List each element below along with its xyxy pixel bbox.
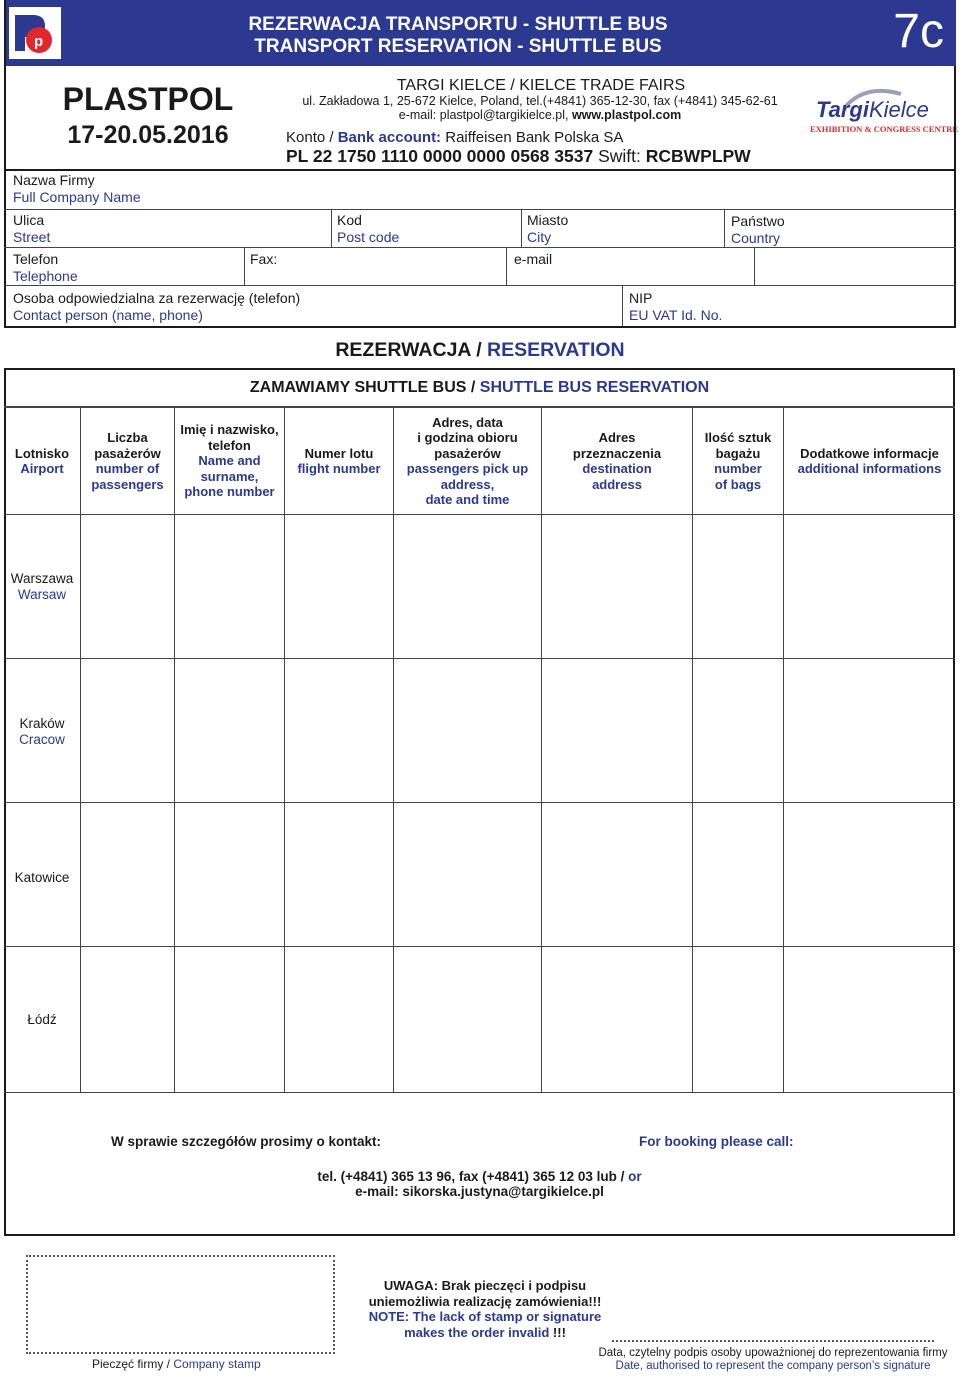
details-contact-label: W sprawie szczegółów prosimy o kontakt: bbox=[111, 1134, 382, 1149]
country-label-pl: Państwo bbox=[731, 213, 785, 229]
note-pl-line1: UWAGA: Brak pieczęci i podpisu bbox=[383, 1278, 587, 1293]
company-name-label-en: Full Company Name bbox=[13, 189, 141, 205]
street-label-pl: Ulica bbox=[13, 212, 45, 228]
or-label: or bbox=[628, 1169, 642, 1184]
col-pickup-header: Adres, data i godzina obioru pasażerów passengers pick up address, date and time bbox=[406, 414, 529, 507]
note-en-line1: NOTE: The lack of stamp or signature bbox=[368, 1309, 602, 1324]
nip-label: NIP bbox=[629, 290, 653, 306]
row-airport-lodz: Łódź bbox=[27, 1012, 57, 1027]
city-label-en: City bbox=[527, 229, 552, 245]
street-field[interactable] bbox=[331, 209, 332, 247]
street-label-en: Street bbox=[13, 229, 51, 245]
city-label-pl: Miasto bbox=[527, 212, 569, 228]
title-en: TRANSPORT RESERVATION - SHUTTLE BUS bbox=[254, 36, 662, 57]
fax-label: Fax: bbox=[250, 251, 278, 267]
swift-label: Swift: bbox=[593, 146, 646, 166]
row-airport-warsaw-pl: Warszawa bbox=[10, 571, 74, 586]
bank-name: Raiffeisen Bank Polska SA bbox=[441, 129, 624, 146]
svg-text:p: p bbox=[34, 33, 44, 50]
phone-field[interactable] bbox=[244, 247, 245, 285]
contact-label-en: Contact person (name, phone) bbox=[13, 307, 203, 323]
city-field[interactable] bbox=[724, 209, 725, 247]
row-airport-warsaw-en: Warsaw bbox=[17, 587, 67, 602]
stamp-label-en: Company stamp bbox=[173, 1357, 261, 1371]
email-label: e-mail bbox=[514, 251, 553, 267]
postcode-field[interactable] bbox=[521, 209, 522, 247]
row-airport-cracow-pl: Kraków bbox=[19, 716, 65, 731]
postcode-label-pl: Kod bbox=[337, 212, 362, 228]
col-airport-header: Lotnisko Airport bbox=[14, 445, 70, 476]
organizer-address: ul. Zakładowa 1, 25-672 Kielce, Poland, tel.(+4841) 365-12-30, fax (+4841) 345-62-61 bbox=[302, 94, 778, 108]
phone-label-pl: Telefon bbox=[13, 251, 59, 267]
title-pl: REZERWACJA TRANSPORTU - SHUTTLE BUS bbox=[248, 14, 668, 35]
organizer-website[interactable]: www.plastpol.com bbox=[571, 108, 682, 122]
contact-label-pl: Osoba odpowiedzialna za rezerwację (telefon) bbox=[13, 290, 301, 306]
targi-kielce-logo: TargiKielce EXHIBITION & CONGRESS CENTRE bbox=[806, 80, 952, 140]
event-name: PLASTPOL bbox=[62, 81, 234, 117]
swift-code: RCBWPLPW bbox=[645, 146, 751, 166]
reservation-heading-pl: REZERWACJA / bbox=[335, 339, 488, 361]
signature-line[interactable] bbox=[612, 1340, 934, 1342]
plastpol-logo bbox=[8, 6, 62, 60]
stamp-label-pl: Pieczęć firmy / bbox=[92, 1357, 174, 1371]
table-row[interactable] bbox=[4, 1012, 80, 1028]
signature-label-en: Date, authorised to represent the company person’s signature bbox=[615, 1360, 931, 1372]
form-code: 7c bbox=[893, 5, 944, 58]
col-passengers-header: Liczba pasażerów number of passengers bbox=[91, 430, 164, 492]
note-pl-line2: uniemożliwia realizację zamówienia!!! bbox=[368, 1293, 602, 1309]
vat-id-label: EU VAT Id. No. bbox=[629, 307, 723, 323]
booking-label: For booking please call: bbox=[639, 1134, 794, 1149]
company-name-field[interactable] bbox=[4, 209, 956, 210]
table-title-pl: ZAMAWIAMY SHUTTLE BUS / bbox=[249, 379, 480, 396]
postcode-label-en: Post code bbox=[337, 229, 400, 245]
table-row[interactable] bbox=[4, 571, 80, 603]
col-bags-header: Ilość sztuk bagażu number of bags bbox=[704, 430, 772, 492]
fax-field[interactable] bbox=[506, 247, 507, 285]
contact-phone-fax: tel. (+4841) 365 13 96, fax (+4841) 365 12 03 lub / bbox=[317, 1169, 629, 1184]
company-stamp-box[interactable] bbox=[26, 1255, 335, 1354]
konto-label: Konto / bbox=[286, 129, 338, 146]
row-airport-cracow-en: Cracow bbox=[19, 732, 65, 747]
reservation-heading-en: RESERVATION bbox=[487, 339, 625, 361]
row-airport-katowice: Katowice bbox=[14, 870, 70, 885]
col-info-header: Dodatkowe informacje additional informations bbox=[797, 445, 942, 476]
bank-account-label: Bank account: bbox=[337, 129, 442, 146]
table-title-en: SHUTTLE BUS RESERVATION bbox=[479, 379, 710, 396]
phone-label-en: Telephone bbox=[13, 268, 78, 284]
iban: PL 22 1750 1110 0000 0000 0568 3537 bbox=[286, 146, 594, 166]
plastpol-logo-icon bbox=[9, 7, 61, 59]
contact-person-field[interactable] bbox=[622, 285, 623, 326]
col-flight-header: Numer lotu flight number bbox=[297, 445, 381, 476]
col-destination-header: Adres przeznaczenia destination address bbox=[572, 430, 662, 492]
organizer: TARGI KIELCE / KIELCE TRADE FAIRS bbox=[396, 77, 686, 94]
note-en-line2: makes the order invalid bbox=[404, 1324, 550, 1340]
company-name-label-pl: Nazwa Firmy bbox=[13, 172, 95, 188]
country-label-en: Country bbox=[731, 230, 781, 246]
contact-email[interactable]: e-mail: sikorska.justyna@targikielce.pl bbox=[355, 1184, 604, 1199]
organizer-email: e-mail: plastpol@targikielce.pl, bbox=[398, 108, 572, 122]
email-field[interactable] bbox=[754, 247, 755, 285]
table-row[interactable] bbox=[4, 716, 80, 748]
signature-label-pl: Data, czytelny podpis osoby upoważnionej do reprezentowania firmy bbox=[598, 1347, 948, 1359]
event-dates: 17-20.05.2016 bbox=[67, 121, 229, 149]
col-name-header: Imię i nazwisko, telefon Name and surname, phone number bbox=[180, 422, 279, 500]
table-row[interactable] bbox=[4, 870, 80, 886]
